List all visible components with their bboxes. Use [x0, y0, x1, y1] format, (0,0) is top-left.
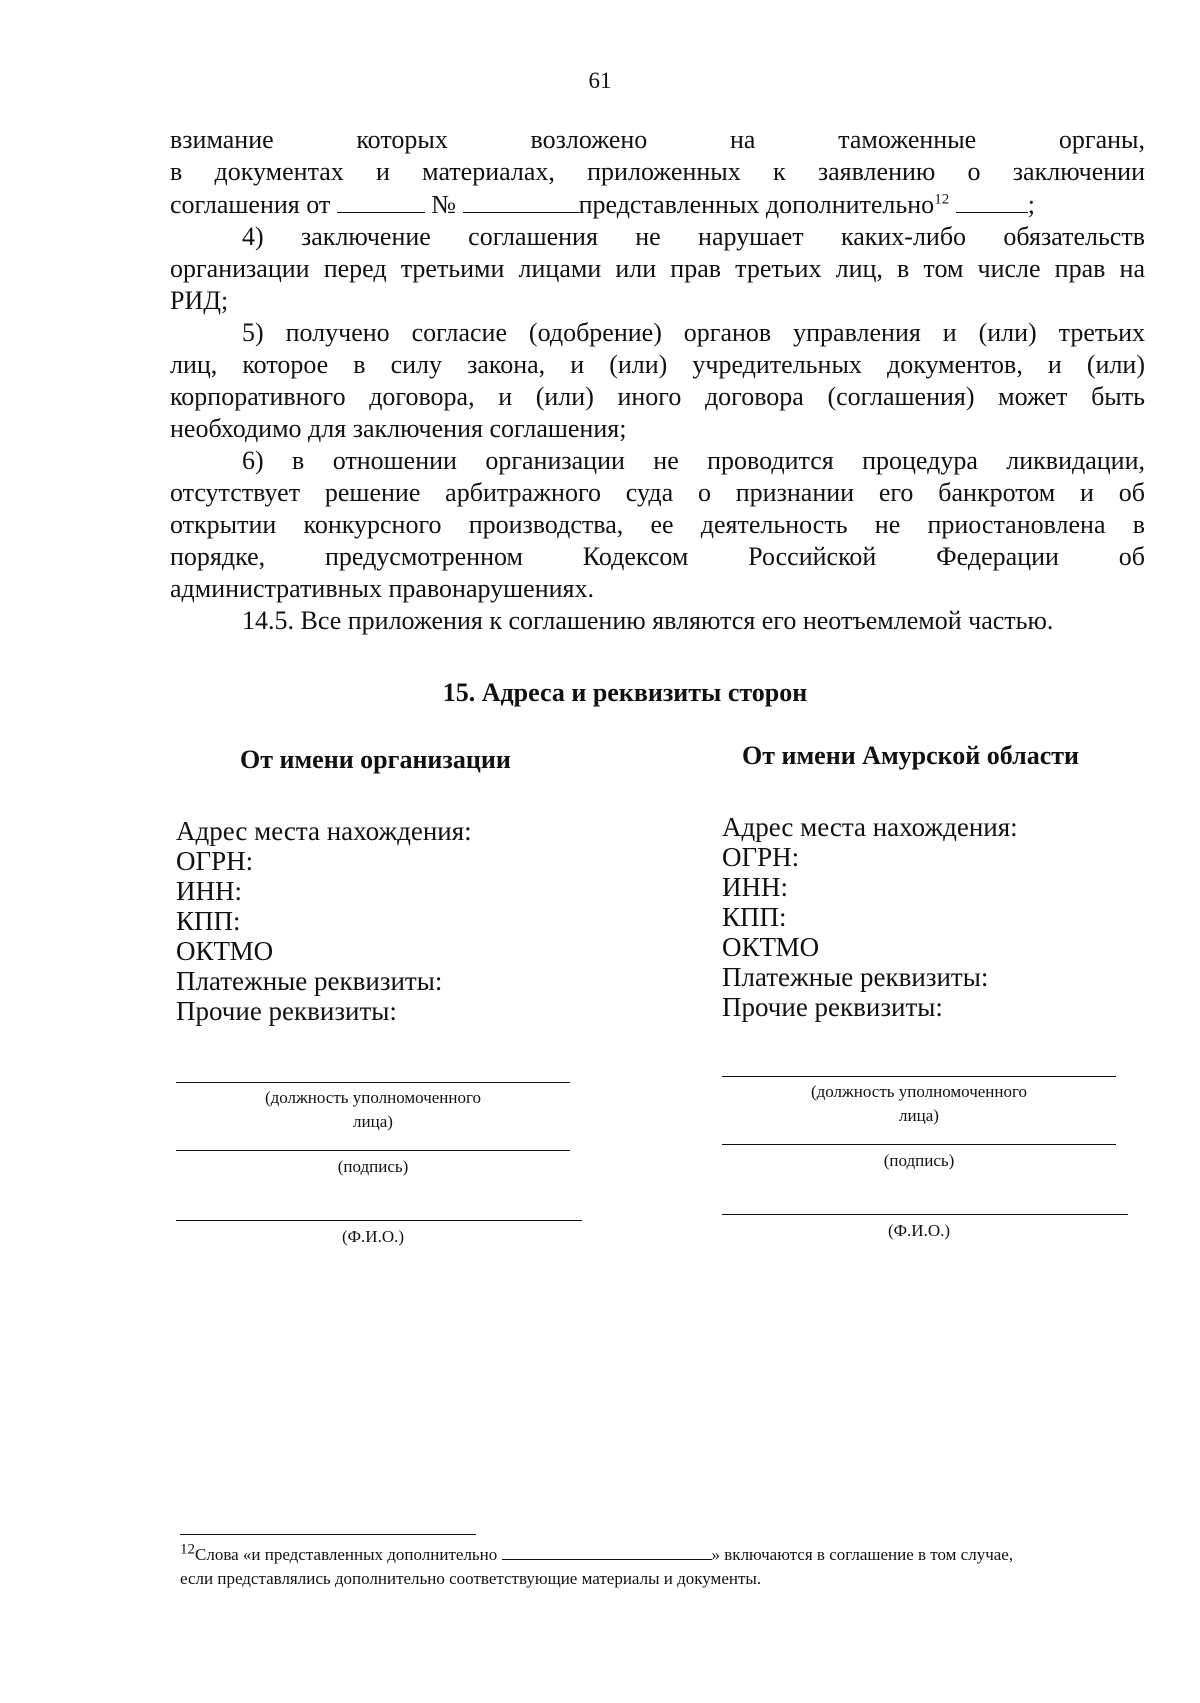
text-fragment: представленных дополнительно	[578, 190, 935, 219]
main-text	[170, 124, 1145, 637]
left-position-caption	[176, 1086, 570, 1134]
requisite-field: Адрес места нахождения:	[176, 816, 472, 846]
section-title: 15. Адреса и реквизиты сторон	[442, 678, 808, 707]
text-line: корпоративного договора, и (или) иного договора (соглашения) может быть	[170, 382, 1145, 411]
caption-line: (должность уполномоченного	[264, 1088, 482, 1107]
requisite-field: КПП:	[176, 906, 241, 936]
left-requisites	[176, 816, 472, 1026]
text-line: РИД;	[170, 286, 229, 315]
text-line: 4) заключение соглашения не нарушает каких-либо обязательств	[242, 222, 1145, 251]
left-signature-caption: (подпись)	[337, 1157, 409, 1176]
footnote-line	[180, 1543, 1160, 1567]
requisite-field: ОГРН:	[722, 842, 800, 872]
text-line: в документах и материалах, приложенных к заявлению о заключении	[170, 157, 1145, 186]
requisite-field: ОКТМО	[722, 932, 820, 962]
right-position-line	[722, 1076, 1116, 1077]
footnote-text: » включаются в соглашение в том случае,	[711, 1545, 1014, 1564]
caption-line: (должность уполномоченного	[810, 1082, 1028, 1101]
text-line: административных правонарушениях.	[170, 574, 594, 603]
requisite-field: Адрес места нахождения:	[722, 812, 1018, 842]
caption-line: лица)	[899, 1106, 939, 1125]
right-signature-line	[722, 1144, 1116, 1145]
text-fragment: ;	[1027, 190, 1035, 219]
footnote	[180, 1543, 1160, 1591]
requisite-field: ИНН:	[176, 876, 242, 906]
right-position-caption	[722, 1080, 1116, 1128]
footnote-blank	[502, 1543, 712, 1560]
caption-line: лица)	[353, 1112, 393, 1131]
footnote-line: если представлялись дополнительно соответствующие материалы и документы.	[180, 1569, 762, 1588]
date-blank	[337, 188, 425, 213]
text-line: открытии конкурсного производства, ее деятельность не приостановлена в	[170, 510, 1145, 539]
left-position-line	[176, 1082, 570, 1083]
right-party-header: От имени Амурской области	[742, 741, 1080, 770]
left-signature-line	[176, 1150, 570, 1151]
requisite-field: ОГРН:	[176, 846, 254, 876]
text-line: 6) в отношении организации не проводится процедура ликвидации,	[242, 446, 1145, 475]
left-name-line	[176, 1220, 582, 1221]
footnote-ref: 12	[934, 191, 950, 208]
requisite-field: ОКТМО	[176, 936, 274, 966]
text-line: организации перед третьими лицами или прав третьих лиц, в том числе прав на	[170, 254, 1145, 283]
text-line: отсутствует решение арбитражного суда о признании его банкротом и об	[170, 478, 1145, 507]
text-line: порядке, предусмотренном Кодексом Российской Федерации об	[170, 542, 1145, 571]
text-line: 14.5. Все приложения к соглашению являются его неотъемлемой частью.	[242, 606, 1054, 635]
text-line	[170, 188, 1145, 221]
left-name-caption: (Ф.И.О.)	[341, 1227, 405, 1246]
text-line: лиц, которое в силу закона, и (или) учредительных документов, и (или)	[170, 350, 1145, 379]
requisite-field: КПП:	[722, 902, 787, 932]
number-sign: №	[431, 190, 457, 219]
footnote-marker: 12	[180, 1541, 195, 1558]
right-requisites	[722, 812, 1018, 1022]
requisite-field: Платежные реквизиты:	[176, 966, 443, 996]
footnote-separator	[180, 1534, 476, 1535]
text-line: взимание которых возложено на таможенные органы,	[170, 125, 1145, 154]
text-line: 5) получено согласие (одобрение) органов управления и (или) третьих	[242, 318, 1145, 347]
left-party-header: От имени организации	[240, 745, 511, 774]
text-fragment: соглашения от	[170, 190, 331, 219]
page-number: 61	[588, 68, 612, 93]
requisite-field: Платежные реквизиты:	[722, 962, 989, 992]
right-signature-caption: (подпись)	[883, 1151, 955, 1170]
requisite-field: ИНН:	[722, 872, 788, 902]
right-name-line	[722, 1214, 1128, 1215]
requisite-field: Прочие реквизиты:	[176, 996, 397, 1026]
addition-blank	[956, 188, 1028, 213]
footnote-text: Слова «и представленных дополнительно	[195, 1545, 498, 1564]
requisite-field: Прочие реквизиты:	[722, 992, 943, 1022]
text-line: необходимо для заключения соглашения;	[170, 414, 627, 443]
right-name-caption: (Ф.И.О.)	[887, 1221, 951, 1240]
number-blank	[463, 188, 579, 213]
